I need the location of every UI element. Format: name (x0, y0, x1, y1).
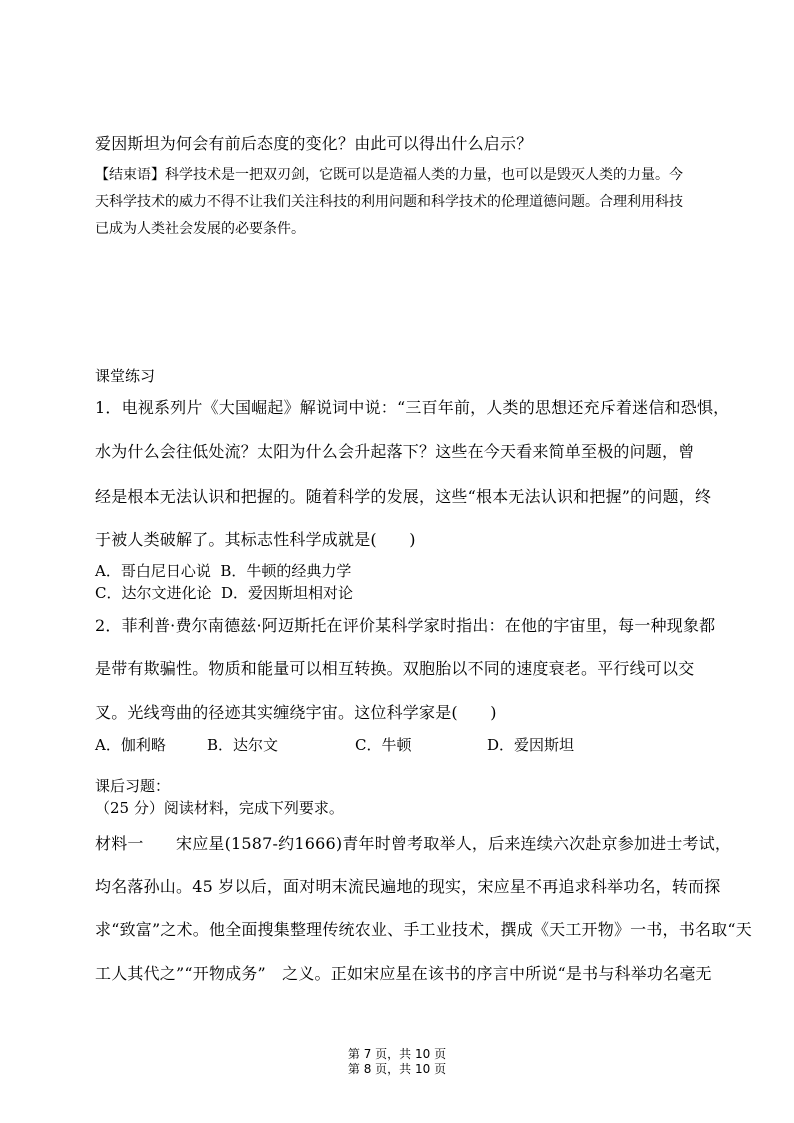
conclusion-line-1: 【结束语】科学技术是一把双刃剑，它既可以是造福人类的力量，也可以是毁灭人类的力量。今 (95, 167, 683, 183)
homework-heading: 课后习题： (95, 777, 171, 795)
q2-line-3: 叉。光线弯曲的径迹其实缠绕宇宙。这位科学家是( ) (95, 703, 497, 722)
conclusion-line-2: 天科学技术的威力不得不让我们关注科技的利用问题和科学技术的伦理道德问题。合理利用科技 (95, 194, 683, 210)
q2-line-1: 2．菲利普·费尔南德兹·阿迈斯托在评价某科学家时指出：在他的宇宙里，每一种现象都 (95, 616, 716, 635)
q2-option-b: B．达尔文 (207, 736, 279, 754)
q1-option-b: B．牛顿的经典力学 (220, 562, 352, 580)
q1-option-c: C．达尔文进化论 (95, 584, 212, 602)
page-footer-1: 第 7 页，共 10 页 (347, 1047, 447, 1061)
material-line-4: 工人其代之”“开物成务” 之义。正如宋应星在该书的序言中所说“是书与科举功名毫无 (95, 964, 712, 983)
q2-option-d: D．爱因斯坦 (487, 736, 575, 754)
material-line-1: 材料一 宋应星(1587-约1666)青年时曾考取举人，后来连续六次赴京参加进士考试， (95, 834, 732, 853)
q1-line-4: 于被人类破解了。其标志性科学成就是( ) (95, 530, 416, 549)
q1-line-1: 1．电视系列片《大国崛起》解说词中说：“三百年前，人类的思想还充斥着迷信和恐惧， (95, 398, 730, 417)
intro-question: 爱因斯坦为何会有前后态度的变化？由此可以得出什么启示？ (95, 134, 533, 153)
q1-option-a: A．哥白尼日心说 (95, 562, 211, 580)
q1-options-row-2 (95, 582, 353, 603)
page-footer-2: 第 8 页，共 10 页 (347, 1062, 447, 1076)
material-line-2: 均名落孙山。45 岁以后，面对明末流民遍地的现实，宋应星不再追求科举功名，转而探 (95, 877, 721, 896)
material-line-3: 求“致富”之术。他全面搜集整理传统农业、手工业技术，撰成《天工开物》一书，书名取“天 (95, 920, 752, 939)
practice-heading: 课堂练习 (95, 367, 156, 385)
q1-options-row-1 (95, 560, 351, 581)
homework-instruction: （25 分）阅读材料，完成下列要求。 (95, 799, 344, 817)
conclusion-line-3: 已成为人类社会发展的必要条件。 (95, 221, 305, 237)
q2-option-c: C．牛顿 (355, 736, 412, 754)
q2-option-a: A．伽利略 (95, 736, 166, 754)
q2-line-2: 是带有欺骗性。物质和能量可以相互转换。双胞胎以不同的速度衰老。平行线可以交 (95, 659, 695, 678)
q1-line-2: 水为什么会往低处流？太阳为什么会升起落下？这些在今天看来简单至极的问题，曾 (95, 442, 695, 461)
q1-option-d: D．爱因斯坦相对论 (221, 584, 354, 602)
q1-line-3: 经是根本无法认识和把握的。随着科学的发展，这些“根本无法认识和把握”的问题，终 (95, 487, 712, 506)
